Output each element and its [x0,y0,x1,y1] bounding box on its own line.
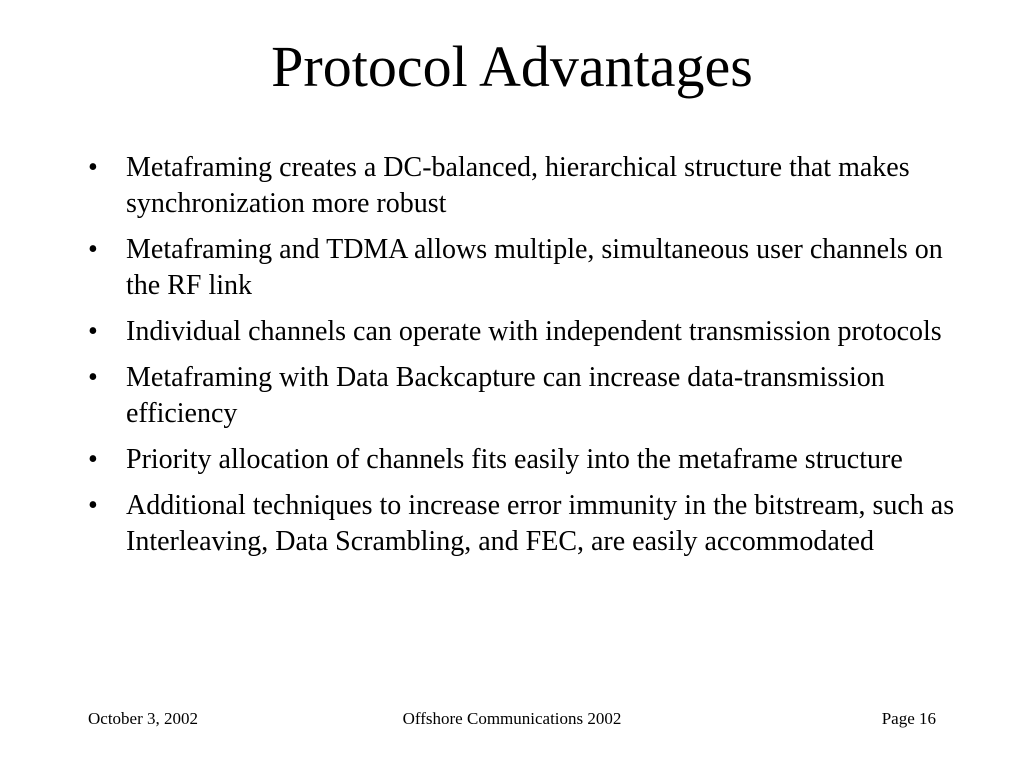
bullet-item [88,360,958,432]
slide-title: Protocol Advantages [271,34,753,99]
bullet-item [88,488,958,560]
bullet-icon: • [88,152,98,183]
footer-page-number: Page 16 [881,709,936,728]
bullet-text: Individual channels can operate with independent transmission protocols [126,316,942,347]
bullet-icon: • [88,444,98,475]
bullet-text: Additional techniques to increase error immunity in the bitstream, such as Interleaving, Data Scrambling, and FEC, are easily accommodated [126,490,955,557]
bullet-item [88,150,958,222]
footer-organization: Offshore Communications 2002 [402,709,622,728]
footer-date: October 3, 2002 [88,709,199,728]
bullet-item [88,442,958,478]
bullet-icon: • [88,490,98,521]
bullet-text: Priority allocation of channels fits easily into the metaframe structure [126,444,903,475]
bullet-icon: • [88,362,98,393]
bullet-icon: • [88,234,98,265]
bullet-list [88,150,958,570]
bullet-icon: • [88,316,98,347]
bullet-text: Metaframing and TDMA allows multiple, simultaneous user channels on the RF link [126,234,943,301]
bullet-item [88,314,958,350]
bullet-item [88,232,958,304]
bullet-text: Metaframing with Data Backcapture can increase data-transmission efficiency [126,362,885,429]
bullet-text: Metaframing creates a DC-balanced, hierarchical structure that makes synchronization more robust [126,152,910,219]
